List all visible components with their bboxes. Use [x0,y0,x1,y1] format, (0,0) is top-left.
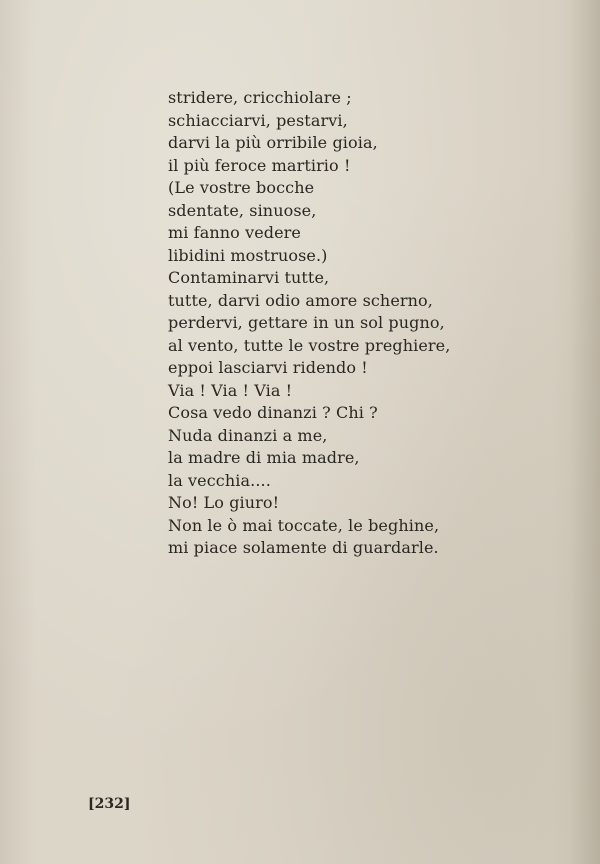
poem-line: libidini mostruose.) [168,245,328,265]
poem-line: mi piace solamente di guardarle. [168,538,439,557]
poem-line: stridere, cricchiolare ; [168,88,352,107]
poem-line: No! Lo giuro! [168,493,280,512]
poem-line: al vento, tutte le vostre preghiere, [168,335,451,355]
poem-line: Non le ò mai toccate, le beghine, [168,515,440,535]
poem-line: Nuda dinanzi a me, [168,425,328,445]
poem-text [168,87,588,560]
poem-line: schiacciarvi, pestarvi, [168,110,348,130]
poem-line: Via ! Via ! Via ! [168,380,293,400]
poem-line: mi fanno vedere [168,223,301,242]
poem-line: il più feroce martirio ! [168,155,351,175]
poem-line: eppoi lasciarvi ridendo ! [168,358,368,377]
poem-line: perdervi, gettare in un sol pugno, [168,313,445,332]
poem-line: Cosa vedo dinanzi ? Chi ? [168,403,378,422]
poem-line: Contaminarvi tutte, [168,268,330,287]
poem-line: tutte, darvi odio amore scherno, [168,290,433,310]
poem-line: la vecchia.... [168,470,271,490]
poem-line: la madre di mia madre, [168,448,360,467]
poem-line: (Le vostre bocche [168,178,315,197]
poem-line: darvi la più orribile gioia, [168,133,378,152]
poem-line: sdentate, sinuose, [168,200,317,220]
page-number: [232] [88,796,131,812]
